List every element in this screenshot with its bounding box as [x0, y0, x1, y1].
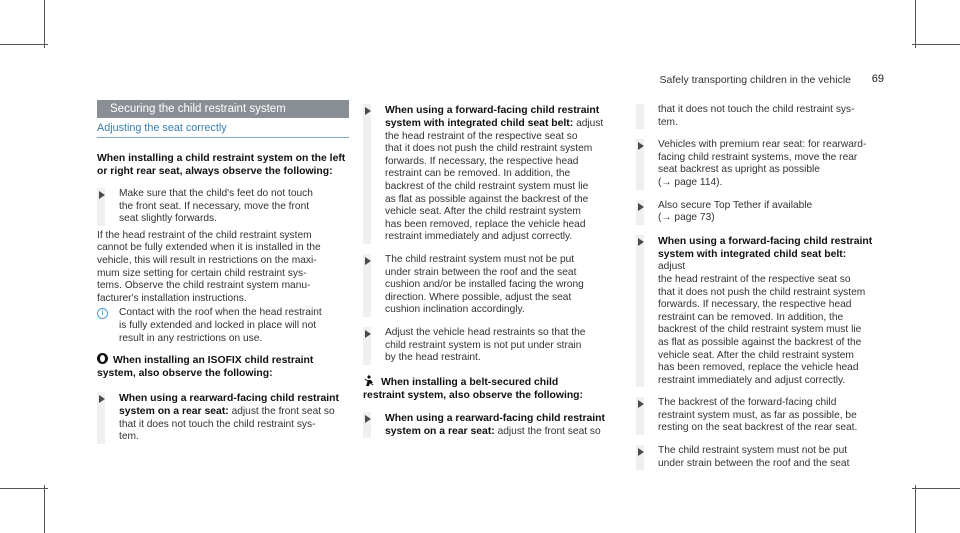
crop-mark [915, 485, 916, 533]
arrow-bullet-icon [99, 191, 105, 199]
text-line: facturer's installation instructions. [97, 292, 247, 304]
text-line: by the head restraint. [385, 352, 481, 364]
info-icon: i [97, 308, 108, 319]
arrow-bullet-icon [365, 415, 371, 423]
instruction-step [97, 392, 349, 444]
text-line: Vehicles with premium rear seat: for rearward- [658, 139, 867, 151]
text-line [658, 248, 874, 274]
text-line: that it does not touch the child restraint sys- [119, 418, 316, 430]
text-line: result in any restrictions on use. [119, 332, 263, 344]
instruction-step [97, 188, 349, 226]
text-line: vehicle seat. After the child restraint system [385, 206, 581, 218]
crop-mark [912, 488, 960, 489]
text-line: Adjust the vehicle head restraints so that the [385, 326, 586, 338]
text-line: cushion inclination accordingly. [385, 304, 525, 316]
section-subheading: Adjusting the seat correctly [97, 122, 349, 138]
text-line: restraint immediately and adjust correctly. [385, 231, 573, 243]
text-line: The child restraint system must not be put [385, 253, 575, 265]
step-text: adjust [573, 118, 604, 129]
heading-line: system, also observe the following: [97, 368, 273, 380]
crop-mark [912, 44, 960, 45]
text-line: the head restraint of the respective seat so [658, 273, 851, 285]
heading-line: restraint system, also observe the following: [363, 389, 583, 401]
text-line: forwards. If necessary, the respective head [658, 299, 852, 311]
text-line: has been removed, replace the vehicle head [385, 218, 586, 230]
page-number: 69 [871, 73, 884, 85]
arrow-bullet-icon [638, 203, 644, 211]
arrow-bullet-icon [99, 395, 105, 403]
heading-line [363, 375, 623, 389]
column-3 [636, 104, 874, 470]
crop-mark [0, 44, 48, 45]
text-line: cannot be fully extended when it is installed in the [97, 242, 321, 254]
text-line: seat slightly forwards. [119, 213, 217, 225]
text-line: The child restraint system must not be put [658, 445, 848, 457]
arrow-bullet-icon [365, 107, 371, 115]
running-title: Safely transporting children in the vehicle [659, 74, 851, 86]
text-line: the head restraint of the respective seat so [385, 130, 578, 142]
step-bold-line: When using a rearward-facing child restraint [385, 412, 605, 424]
arrow-bullet-icon [638, 142, 644, 150]
heading-isofix [97, 353, 349, 380]
arrow-bullet-icon [365, 330, 371, 338]
text-line: seat backrest as upright as possible [658, 164, 820, 176]
text-line [385, 117, 623, 131]
heading-line: When installing a child restraint system on the left [97, 153, 346, 164]
instruction-step [636, 235, 874, 388]
step-bold-line: When using a rearward-facing child restraint [119, 393, 339, 405]
step-bold-text: system with integrated child seat belt: [658, 248, 847, 260]
text-line: under strain between the roof and the seat [658, 457, 850, 469]
page-reference[interactable]: (→ page 73) [658, 212, 715, 224]
text-line: that it does not push the child restraint system [385, 143, 593, 155]
heading-rear-seat [97, 152, 349, 178]
text-line: restraint can be removed. In addition, the [658, 311, 844, 323]
text-line: restraint immediately and adjust correctly. [658, 374, 846, 386]
text-line: resting on the seat backrest of the rear seat. [658, 422, 858, 434]
text-line [119, 405, 349, 419]
arrow-bullet-icon [638, 448, 644, 456]
step-text: adjust the front seat so [494, 425, 601, 437]
column-1 [97, 100, 349, 444]
text-line: direction. Where possible, adjust the seat [385, 291, 572, 303]
instruction-step [636, 397, 874, 435]
text-line: restraint can be removed. In addition, the [385, 168, 571, 180]
text-line: Make sure that the child's feet do not touch [119, 188, 313, 199]
text-line: Contact with the roof when the head restraint [119, 307, 322, 319]
text-line: backrest of the child restraint system must lie [385, 180, 589, 192]
heading-belt-secured [363, 375, 623, 402]
step-bold-text: system on a rear seat: [385, 425, 495, 437]
text-line [385, 425, 623, 439]
text-line: The backrest of the forward-facing child [658, 397, 837, 409]
instruction-step [363, 327, 623, 365]
text-line: cushion and/or be installed facing the wrong [385, 279, 584, 291]
heading-line [97, 353, 349, 367]
text-line: as flat as possible against the backrest of the [658, 336, 862, 348]
step-bold-line: When using a forward-facing child restraint [658, 235, 873, 247]
paragraph [97, 230, 349, 306]
step-text: adjust the front seat so [228, 406, 335, 418]
heading-text: When installing an ISOFIX child restraint [113, 355, 314, 367]
instruction-step [636, 139, 874, 189]
instruction-step [363, 412, 623, 439]
text-line: facing child restraint systems, move the rear [658, 151, 858, 163]
instruction-step [636, 200, 874, 225]
text-line: under strain between the roof and the seat [385, 266, 577, 278]
isofix-icon [97, 353, 108, 364]
text-line: restraint system must, as far as possible, be [658, 409, 857, 421]
info-note [97, 307, 349, 345]
crop-mark [44, 485, 45, 533]
step-text: adjust [658, 261, 686, 273]
heading-line: or right rear seat, always observe the following: [97, 166, 333, 177]
step-bold-text: system with integrated child seat belt: [385, 118, 574, 129]
text-line: child restraint system is not put under strain [385, 339, 582, 351]
text-line: is fully extended and locked in place will not [119, 319, 317, 331]
step-bold-text: system on a rear seat: [119, 406, 229, 418]
text-line: as flat as possible against the backrest of the [385, 193, 589, 205]
instruction-step [636, 445, 874, 470]
crop-mark [44, 0, 45, 48]
child-seat-icon [363, 375, 375, 387]
arrow-bullet-icon [365, 257, 371, 265]
text-line: If the head restraint of the child restraint system [97, 229, 312, 241]
text-line: Also secure Top Tether if available [658, 199, 813, 211]
page-header [0, 74, 960, 86]
step-bold-line: When using a forward-facing child restraint [385, 105, 600, 116]
text-line: forwards. If necessary, the respective head [385, 155, 579, 167]
text-line: mum size setting for certain child restraint sys- [97, 267, 307, 279]
instruction-step-continued [636, 104, 874, 129]
text-line: has been removed, replace the vehicle head [658, 362, 859, 374]
text-line: tem. [658, 116, 678, 128]
section-banner: Securing the child restraint system [97, 100, 349, 118]
crop-mark [915, 0, 916, 48]
text-line: vehicle, this will result in restrictions on the maxi- [97, 254, 317, 266]
arrow-bullet-icon [638, 400, 644, 408]
text-line: that it does not touch the child restraint sys- [658, 104, 855, 115]
arrow-bullet-icon [638, 238, 644, 246]
instruction-step [363, 254, 623, 317]
page-reference[interactable]: (→ page 114). [658, 176, 723, 188]
text-line: tem. [119, 431, 139, 443]
crop-mark [0, 488, 48, 489]
column-2 [363, 104, 623, 438]
text-line: tems. Observe the child restraint system manu- [97, 280, 311, 292]
text-line: that it does not push the child restraint system [658, 286, 866, 298]
text-line: backrest of the child restraint system must lie [658, 324, 862, 336]
heading-text: When installing a belt-secured child [381, 376, 559, 388]
text-line: vehicle seat. After the child restraint system [658, 349, 854, 361]
text-line: the front seat. If necessary, move the front [119, 200, 310, 212]
instruction-step [363, 104, 623, 244]
